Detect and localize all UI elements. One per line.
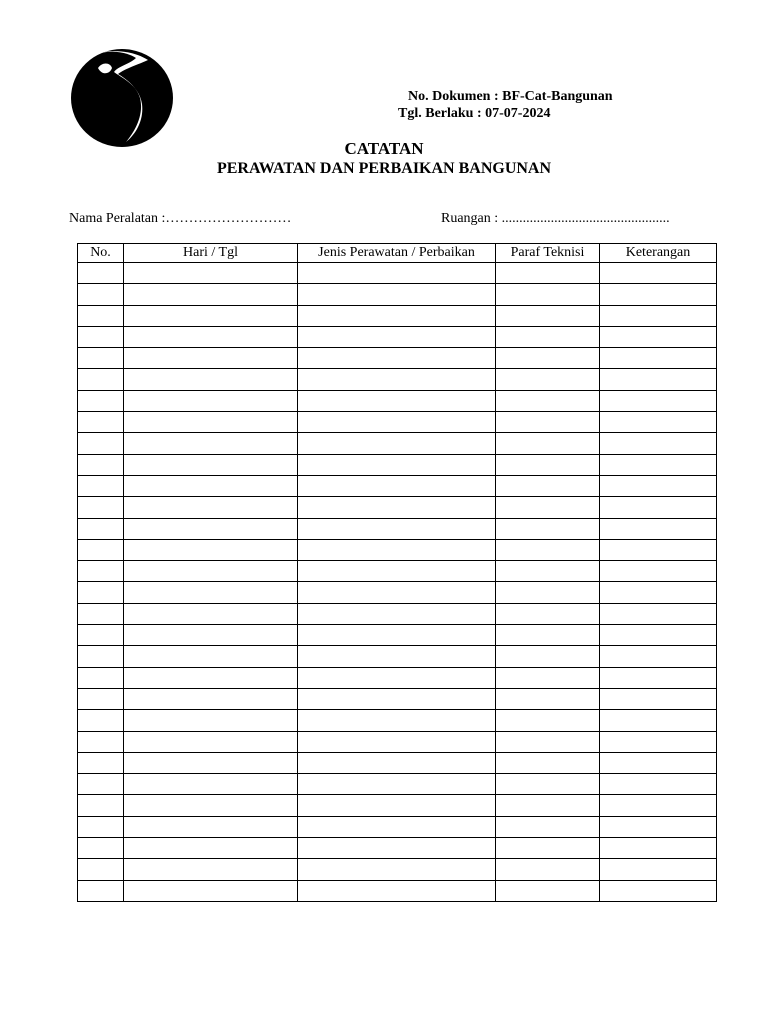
- cell-maintenance-type[interactable]: [298, 348, 496, 369]
- cell-no[interactable]: [78, 326, 124, 347]
- column-header-technician-initials: Paraf Teknisi: [496, 244, 600, 263]
- cell-maintenance-type[interactable]: [298, 838, 496, 859]
- cell-maintenance-type[interactable]: [298, 710, 496, 731]
- cell-technician-initials[interactable]: [496, 284, 600, 305]
- cell-maintenance-type[interactable]: [298, 326, 496, 347]
- table-row: [78, 582, 717, 603]
- table-row: [78, 263, 717, 284]
- cell-technician-initials[interactable]: [496, 475, 600, 496]
- cell-technician-initials[interactable]: [496, 326, 600, 347]
- cell-maintenance-type[interactable]: [298, 752, 496, 773]
- cell-maintenance-type[interactable]: [298, 305, 496, 326]
- cell-notes[interactable]: [600, 646, 717, 667]
- cell-date[interactable]: [124, 774, 298, 795]
- table-row: [78, 433, 717, 454]
- cell-technician-initials[interactable]: [496, 348, 600, 369]
- table-header-row: [78, 244, 717, 263]
- company-logo-icon: [70, 48, 174, 148]
- cell-notes[interactable]: [600, 390, 717, 411]
- cell-notes[interactable]: [600, 667, 717, 688]
- cell-date[interactable]: [124, 539, 298, 560]
- cell-maintenance-type[interactable]: [298, 667, 496, 688]
- cell-date[interactable]: [124, 603, 298, 624]
- cell-date[interactable]: [124, 731, 298, 752]
- cell-technician-initials[interactable]: [496, 752, 600, 773]
- cell-technician-initials[interactable]: [496, 816, 600, 837]
- cell-maintenance-type[interactable]: [298, 816, 496, 837]
- table-row: [78, 369, 717, 390]
- cell-notes[interactable]: [600, 816, 717, 837]
- cell-notes[interactable]: [600, 518, 717, 539]
- cell-maintenance-type[interactable]: [298, 880, 496, 901]
- cell-maintenance-type[interactable]: [298, 369, 496, 390]
- cell-technician-initials[interactable]: [496, 710, 600, 731]
- cell-maintenance-type[interactable]: [298, 774, 496, 795]
- cell-no[interactable]: [78, 475, 124, 496]
- cell-notes[interactable]: [600, 582, 717, 603]
- cell-maintenance-type[interactable]: [298, 731, 496, 752]
- cell-maintenance-type[interactable]: [298, 263, 496, 284]
- cell-notes[interactable]: [600, 433, 717, 454]
- table-row: [78, 688, 717, 709]
- page-title: [0, 139, 768, 179]
- cell-technician-initials[interactable]: [496, 731, 600, 752]
- cell-no[interactable]: [78, 348, 124, 369]
- cell-no[interactable]: [78, 497, 124, 518]
- cell-date[interactable]: [124, 475, 298, 496]
- cell-no[interactable]: [78, 582, 124, 603]
- cell-technician-initials[interactable]: [496, 688, 600, 709]
- cell-no[interactable]: [78, 603, 124, 624]
- cell-date[interactable]: [124, 667, 298, 688]
- table-row: [78, 731, 717, 752]
- cell-date[interactable]: [124, 816, 298, 837]
- cell-maintenance-type[interactable]: [298, 412, 496, 433]
- cell-technician-initials[interactable]: [496, 774, 600, 795]
- cell-technician-initials[interactable]: [496, 582, 600, 603]
- cell-no[interactable]: [78, 880, 124, 901]
- cell-technician-initials[interactable]: [496, 390, 600, 411]
- cell-technician-initials[interactable]: [496, 433, 600, 454]
- cell-notes[interactable]: [600, 838, 717, 859]
- cell-technician-initials[interactable]: [496, 667, 600, 688]
- cell-notes[interactable]: [600, 326, 717, 347]
- table-row: [78, 305, 717, 326]
- cell-date[interactable]: [124, 880, 298, 901]
- cell-no[interactable]: [78, 433, 124, 454]
- cell-date[interactable]: [124, 838, 298, 859]
- cell-date[interactable]: [124, 795, 298, 816]
- table-row: [78, 497, 717, 518]
- cell-maintenance-type[interactable]: [298, 859, 496, 880]
- cell-maintenance-type[interactable]: [298, 497, 496, 518]
- cell-technician-initials[interactable]: [496, 561, 600, 582]
- cell-date[interactable]: [124, 369, 298, 390]
- table-row: [78, 518, 717, 539]
- table-row: [78, 348, 717, 369]
- room-field: Ruangan : ................................................: [441, 211, 670, 226]
- maintenance-log-table: [77, 243, 717, 902]
- cell-notes[interactable]: [600, 561, 717, 582]
- cell-no[interactable]: [78, 625, 124, 646]
- cell-no[interactable]: [78, 263, 124, 284]
- cell-notes[interactable]: [600, 305, 717, 326]
- cell-maintenance-type[interactable]: [298, 561, 496, 582]
- cell-maintenance-type[interactable]: [298, 454, 496, 475]
- cell-maintenance-type[interactable]: [298, 625, 496, 646]
- cell-technician-initials[interactable]: [496, 646, 600, 667]
- cell-date[interactable]: [124, 582, 298, 603]
- cell-notes[interactable]: [600, 710, 717, 731]
- table-row: [78, 667, 717, 688]
- table-row: [78, 454, 717, 475]
- table-row: [78, 326, 717, 347]
- cell-notes[interactable]: [600, 284, 717, 305]
- table-row: [78, 880, 717, 901]
- cell-notes[interactable]: [600, 880, 717, 901]
- cell-no[interactable]: [78, 667, 124, 688]
- cell-maintenance-type[interactable]: [298, 475, 496, 496]
- cell-technician-initials[interactable]: [496, 838, 600, 859]
- table-row: [78, 752, 717, 773]
- cell-date[interactable]: [124, 326, 298, 347]
- cell-technician-initials[interactable]: [496, 539, 600, 560]
- cell-no[interactable]: [78, 795, 124, 816]
- cell-notes[interactable]: [600, 412, 717, 433]
- cell-no[interactable]: [78, 518, 124, 539]
- cell-technician-initials[interactable]: [496, 603, 600, 624]
- table-row: [78, 816, 717, 837]
- cell-no[interactable]: [78, 859, 124, 880]
- cell-no[interactable]: [78, 284, 124, 305]
- cell-maintenance-type[interactable]: [298, 688, 496, 709]
- cell-technician-initials[interactable]: [496, 859, 600, 880]
- table-row: [78, 539, 717, 560]
- cell-notes[interactable]: [600, 497, 717, 518]
- cell-notes[interactable]: [600, 603, 717, 624]
- cell-date[interactable]: [124, 284, 298, 305]
- cell-maintenance-type[interactable]: [298, 646, 496, 667]
- cell-date[interactable]: [124, 518, 298, 539]
- cell-maintenance-type[interactable]: [298, 603, 496, 624]
- cell-maintenance-type[interactable]: [298, 390, 496, 411]
- cell-technician-initials[interactable]: [496, 518, 600, 539]
- cell-notes[interactable]: [600, 774, 717, 795]
- cell-date[interactable]: [124, 710, 298, 731]
- title-line-2: PERAWATAN DAN PERBAIKAN BANGUNAN: [216, 160, 552, 177]
- cell-date[interactable]: [124, 561, 298, 582]
- cell-date[interactable]: [124, 348, 298, 369]
- cell-date[interactable]: [124, 390, 298, 411]
- cell-notes[interactable]: [600, 859, 717, 880]
- cell-no[interactable]: [78, 561, 124, 582]
- cell-notes[interactable]: [600, 348, 717, 369]
- cell-notes[interactable]: [600, 731, 717, 752]
- cell-date[interactable]: [124, 752, 298, 773]
- column-header-notes: Keterangan: [600, 244, 717, 263]
- table-body: [78, 263, 717, 902]
- cell-notes[interactable]: [600, 625, 717, 646]
- cell-notes[interactable]: [600, 369, 717, 390]
- table-row: [78, 475, 717, 496]
- column-header-maintenance-type: Jenis Perawatan / Perbaikan: [298, 244, 496, 263]
- table-row: [78, 390, 717, 411]
- table-row: [78, 859, 717, 880]
- cell-technician-initials[interactable]: [496, 497, 600, 518]
- cell-no[interactable]: [78, 412, 124, 433]
- cell-date[interactable]: [124, 859, 298, 880]
- cell-technician-initials[interactable]: [496, 880, 600, 901]
- cell-technician-initials[interactable]: [496, 305, 600, 326]
- cell-technician-initials[interactable]: [496, 369, 600, 390]
- cell-no[interactable]: [78, 838, 124, 859]
- table-row: [78, 710, 717, 731]
- cell-notes[interactable]: [600, 752, 717, 773]
- table-row: [78, 646, 717, 667]
- cell-no[interactable]: [78, 710, 124, 731]
- cell-no[interactable]: [78, 454, 124, 475]
- cell-technician-initials[interactable]: [496, 412, 600, 433]
- column-header-date: Hari / Tgl: [124, 244, 298, 263]
- cell-date[interactable]: [124, 625, 298, 646]
- cell-maintenance-type[interactable]: [298, 284, 496, 305]
- table-row: [78, 412, 717, 433]
- equipment-name-field: Nama Peralatan :………………………: [69, 211, 292, 226]
- cell-notes[interactable]: [600, 454, 717, 475]
- column-header-no: No.: [78, 244, 124, 263]
- cell-date[interactable]: [124, 688, 298, 709]
- document-number: No. Dokumen : BF-Cat-Bangunan: [408, 89, 613, 104]
- table-row: [78, 774, 717, 795]
- cell-date[interactable]: [124, 454, 298, 475]
- table-row: [78, 795, 717, 816]
- cell-date[interactable]: [124, 433, 298, 454]
- cell-technician-initials[interactable]: [496, 625, 600, 646]
- cell-no[interactable]: [78, 774, 124, 795]
- cell-date[interactable]: [124, 497, 298, 518]
- cell-technician-initials[interactable]: [496, 263, 600, 284]
- cell-maintenance-type[interactable]: [298, 518, 496, 539]
- cell-maintenance-type[interactable]: [298, 795, 496, 816]
- cell-technician-initials[interactable]: [496, 795, 600, 816]
- cell-notes[interactable]: [600, 795, 717, 816]
- cell-no[interactable]: [78, 369, 124, 390]
- cell-notes[interactable]: [600, 475, 717, 496]
- cell-no[interactable]: [78, 731, 124, 752]
- cell-no[interactable]: [78, 390, 124, 411]
- document-info: [398, 88, 613, 122]
- table-row: [78, 838, 717, 859]
- cell-maintenance-type[interactable]: [298, 539, 496, 560]
- cell-no[interactable]: [78, 539, 124, 560]
- cell-notes[interactable]: [600, 263, 717, 284]
- cell-date[interactable]: [124, 305, 298, 326]
- cell-no[interactable]: [78, 646, 124, 667]
- table-row: [78, 603, 717, 624]
- cell-notes[interactable]: [600, 688, 717, 709]
- title-line-1: CATATAN: [344, 139, 424, 158]
- cell-date[interactable]: [124, 646, 298, 667]
- cell-no[interactable]: [78, 305, 124, 326]
- table-row: [78, 561, 717, 582]
- cell-no[interactable]: [78, 688, 124, 709]
- cell-maintenance-type[interactable]: [298, 433, 496, 454]
- cell-notes[interactable]: [600, 539, 717, 560]
- cell-date[interactable]: [124, 412, 298, 433]
- cell-date[interactable]: [124, 263, 298, 284]
- table-row: [78, 625, 717, 646]
- cell-maintenance-type[interactable]: [298, 582, 496, 603]
- table-row: [78, 284, 717, 305]
- cell-no[interactable]: [78, 816, 124, 837]
- effective-date: Tgl. Berlaku : 07-07-2024: [398, 106, 551, 121]
- cell-no[interactable]: [78, 752, 124, 773]
- cell-technician-initials[interactable]: [496, 454, 600, 475]
